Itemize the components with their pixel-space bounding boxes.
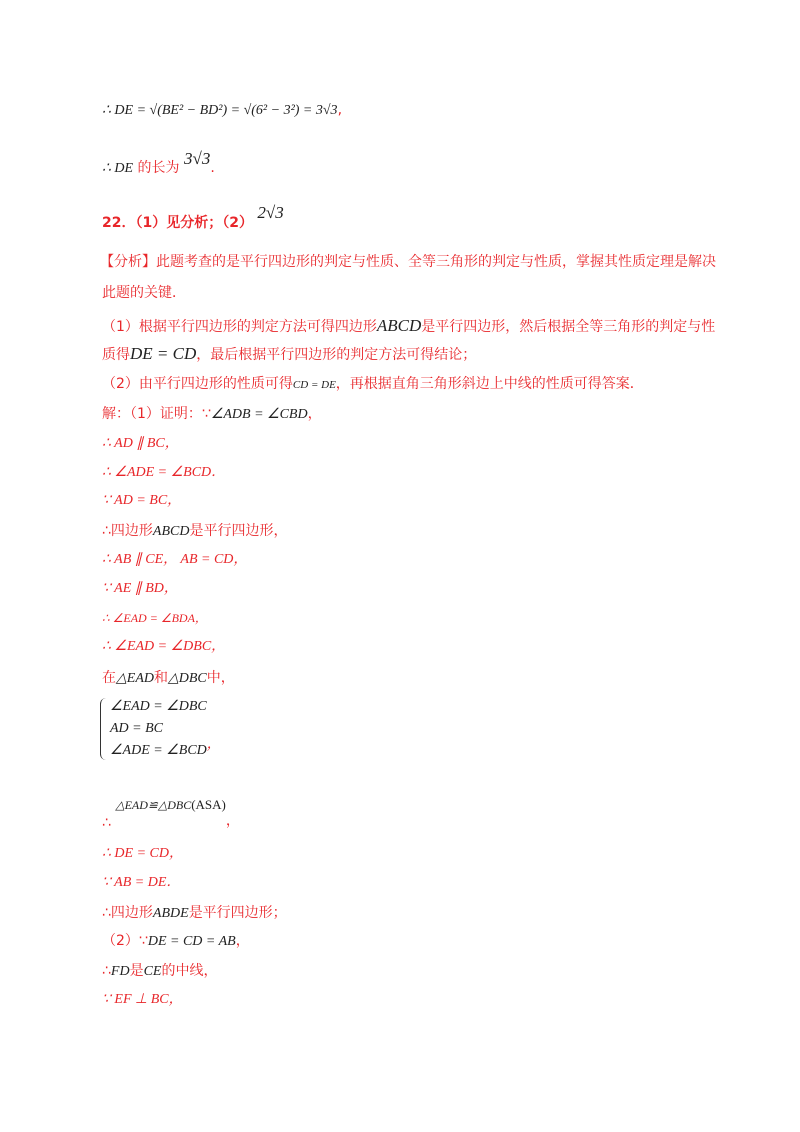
text: ∴四边形	[102, 905, 153, 921]
solution-step-6	[102, 550, 247, 570]
text: （2）∵	[102, 933, 148, 949]
formula: ∴ ∠ADE = ∠BCD．	[102, 465, 226, 480]
text: （2）由平行四边形的性质可得	[102, 376, 293, 392]
formula: △EAD	[116, 671, 154, 686]
text: 质得	[102, 347, 130, 363]
solution-part2-step-1	[102, 931, 250, 952]
text: 是平行四边形；	[188, 905, 287, 921]
equation-system-brace	[100, 698, 109, 760]
formula: (ASA)	[191, 797, 226, 812]
text: 是	[129, 963, 144, 979]
text: 和	[153, 670, 168, 686]
text: 的长为	[137, 160, 180, 176]
formula: DE = CD = AB	[147, 934, 236, 949]
formula: ∴ DE = CD，	[102, 846, 183, 861]
formula: △DBC	[167, 671, 207, 686]
question-number: 22．（1）见分析；（2）	[102, 215, 253, 231]
solution-step-3	[102, 463, 225, 483]
analysis-continuation	[102, 283, 186, 303]
formula: ∵ AD = BC，	[102, 493, 182, 508]
text: （1）根据平行四边形的判定方法可得四边形	[102, 319, 377, 335]
formula: ∵ AE ∥ BD，	[102, 581, 178, 596]
solution-step-13	[102, 873, 180, 893]
punct: ，	[225, 813, 240, 829]
formula: 3√3	[183, 149, 211, 168]
solution-part2-step-3	[102, 990, 183, 1010]
analysis-text: 此题的关键．	[102, 285, 186, 301]
solution-step-4	[102, 491, 181, 511]
system-line-2	[110, 719, 163, 739]
text: ∴四边形	[102, 523, 153, 539]
solution-step-8	[102, 608, 207, 628]
formula: ∴ ∠EAD = ∠DBC，	[102, 639, 226, 654]
formula: ABCD	[376, 316, 422, 335]
solution-step-10	[102, 668, 235, 689]
formula: ∴ DE	[102, 161, 134, 176]
formula: CD = DE	[292, 379, 336, 391]
solution-step-9	[102, 637, 225, 657]
analysis-part2	[102, 374, 644, 395]
formula: ∠ADB = ∠CBD	[210, 407, 308, 422]
text: 是平行四边形，	[189, 523, 288, 539]
solution-step-1	[102, 404, 322, 425]
formula: ∴ ∠EAD = ∠BDA，	[102, 611, 207, 625]
formula: ∴ AB ∥ CE， AB = CD，	[102, 552, 248, 567]
analysis-heading	[100, 252, 716, 272]
solution-step-5	[102, 521, 287, 542]
answer-value: 2√3	[257, 203, 284, 222]
formula: ∴ AD ∥ BC，	[102, 436, 179, 451]
formula: AD = BC	[110, 721, 163, 736]
analysis-text: 【分析】此题考查的是平行四边形的判定与性质、全等三角形的判定与性质，掌握其性质定理是解决	[100, 254, 716, 270]
formula: ∵ EF ⊥ BC，	[102, 992, 183, 1007]
text: ，再根据直角三角形斜边上中线的性质可得答案．	[335, 376, 644, 392]
punct: .	[210, 160, 215, 176]
system-line-3	[110, 737, 221, 761]
text: 中，	[206, 670, 235, 686]
formula: ABDE	[152, 906, 189, 921]
punct: ，	[235, 933, 250, 949]
solution-step-7	[102, 579, 178, 599]
punct: ，	[307, 406, 322, 422]
solution-step-11	[102, 797, 240, 831]
text: 在	[102, 670, 116, 686]
solution-step-2	[102, 434, 179, 454]
formula: ∵ AB = DE．	[102, 875, 181, 890]
formula: △EAD≌△DBC	[115, 798, 192, 812]
system-line-1	[110, 697, 207, 717]
formula: ∠EAD = ∠DBC	[110, 699, 207, 714]
line-de-length	[102, 149, 215, 179]
solution-step-12	[102, 844, 183, 864]
solution-step-14	[102, 903, 287, 924]
analysis-part1	[102, 316, 715, 337]
text: 的中线，	[161, 963, 218, 979]
formula: ∴ DE = √(BE² − BD²) = √(6² − 3²) = 3√3	[102, 103, 338, 118]
formula: ∠ADE = ∠BCD	[110, 743, 207, 758]
therefore-symbol: ∴	[102, 815, 111, 831]
formula: CE	[143, 964, 162, 979]
text: 解：（1）证明：∵	[102, 406, 211, 422]
formula: FD	[110, 964, 130, 979]
punct: ，	[206, 737, 221, 752]
line-de-calculation	[102, 100, 342, 121]
formula: ABCD	[152, 524, 190, 539]
formula: DE = CD	[130, 344, 197, 363]
text: ，最后根据平行四边形的判定方法可得结论；	[196, 347, 477, 363]
analysis-part1-cont	[102, 344, 476, 365]
solution-part2-step-2	[102, 961, 217, 982]
text: ∴	[102, 963, 111, 979]
question-22-answer	[102, 203, 284, 233]
text: 是平行四边形，然后根据全等三角形的判定与性	[421, 319, 716, 335]
punct: ,	[337, 102, 343, 118]
